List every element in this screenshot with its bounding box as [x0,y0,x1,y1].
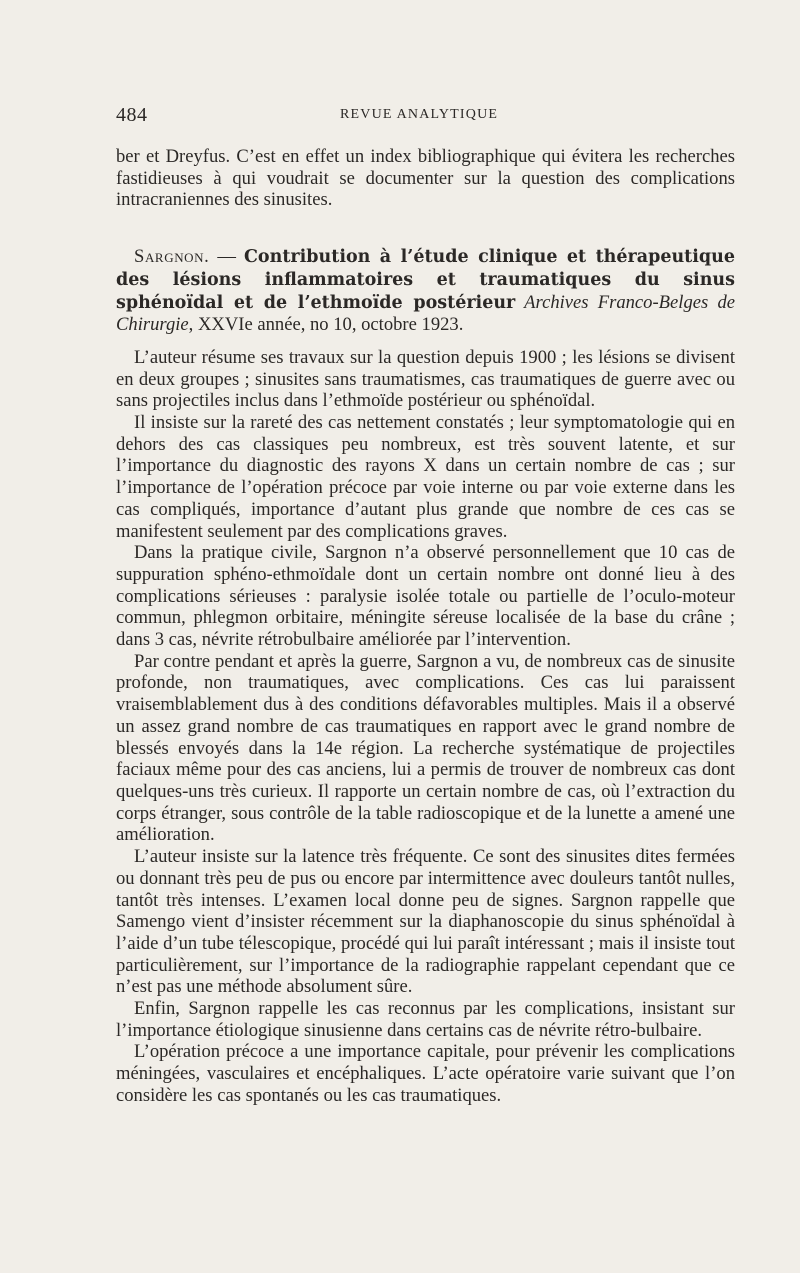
running-title: REVUE ANALYTIQUE [340,107,499,122]
paragraph: Il insiste sur la rareté des cas nettement constatés ; leur symptomatologie qui en dehors des cas classiques peu nombreux, est très souvent latente, et sur l’importance du diagnostic des rayons X dans un certain nombre de cas ; sur l’importance de l’opération précoce par voie interne ou par voie externe dans les cas compliqués, importance d’autant plus grande que nombre de ces cas se manifestent seulement par des complications graves. [116,412,735,542]
citation-dash: — [209,246,244,268]
citation-title: Contribution à l’étude clinique et thérapeutique des lésions inflammatoires et traumatiques du sinus sphénoïdal et de l’ethmoïde postérieur [116,247,735,313]
citation-journal: Archives Franco-Belges de Chirurgie [116,291,736,336]
citation-volume: , XXVIe année, no 10, octobre 1923. [188,314,464,336]
paragraph: L’opération précoce a une importance capitale, pour prévenir les complications méningées, vasculaires et encéphaliques. L’acte opératoire varie suivant que l’on considère les cas spontanés ou les cas traumatiques. [116,1041,735,1106]
article-body [116,146,735,1107]
page-header [116,104,736,134]
citation-author: Sargnon. [134,246,210,268]
page-number: 484 [116,104,148,126]
bibliographic-citation [116,246,735,336]
paragraph: Enfin, Sargnon rappelle les cas reconnus par les complications, insistant sur l’importance étiologique sinusienne dans certains cas de névrite rétro-bulbaire. [116,998,735,1041]
intro-paragraph: ber et Dreyfus. C’est en effet un index bibliographique qui évitera les recherches fastidieuses à qui voudrait se documenter sur la question des complications intracraniennes des sinusites. [116,146,735,211]
paragraph: L’auteur résume ses travaux sur la question depuis 1900 ; les lésions se divisent en deux groupes ; sinusites sans traumatismes, cas traumatiques de guerre avec ou sans projectiles inclus dans l’ethmoïde postérieur ou sphénoïdal. [116,346,735,412]
paragraph: Dans la pratique civile, Sargnon n’a observé personnellement que 10 cas de suppuration sphéno-ethmoïdale dont un certain nombre ont donné lieu à des complications sérieuses : paralysie isolée totale ou partielle de l’oculo-moteur commun, phlegmon orbitaire, méningite séreuse localisée de la base du crâne ; dans 3 cas, névrite rétrobulbaire améliorée par l’intervention. [116,542,735,651]
paragraph: Par contre pendant et après la guerre, Sargnon a vu, de nombreux cas de sinusite profonde, non traumatiques, avec complications. Ces cas lui paraissent vraisemblablement dus à des conditions défavorables multiples. Mais il a observé un assez grand nombre de cas traumatiques en rapport avec le grand nombre de blessés envoyés dans la 14e région. La recherche systématique de projectiles faciaux même pour des cas anciens, lui a permis de trouver de nombreux cas dont quelques-uns très curieux. Il rapporte un certain nombre de cas, où l’extraction du corps étranger, sous contrôle de la table radioscopique et de la lunette a amené une amélioration. [116,650,735,846]
paragraph: L’auteur insiste sur la latence très fréquente. Ce sont des sinusites dites fermées ou donnant très peu de pus ou encore par intermittence avec douleurs tantôt nulles, tantôt très intenses. L’examen local donne peu de signes. Sargnon rappelle que Samengo vient d’insister récemment sur la diaphanoscopie du sinus sphénoïdal à l’aide d’un tube télescopique, procédé qui lui paraît intéressant ; mais il insiste tout particulièrement, sur l’importance de la radiographie rappelant cependant que ce n’est pas une méthode absolument sûre. [116,846,735,998]
